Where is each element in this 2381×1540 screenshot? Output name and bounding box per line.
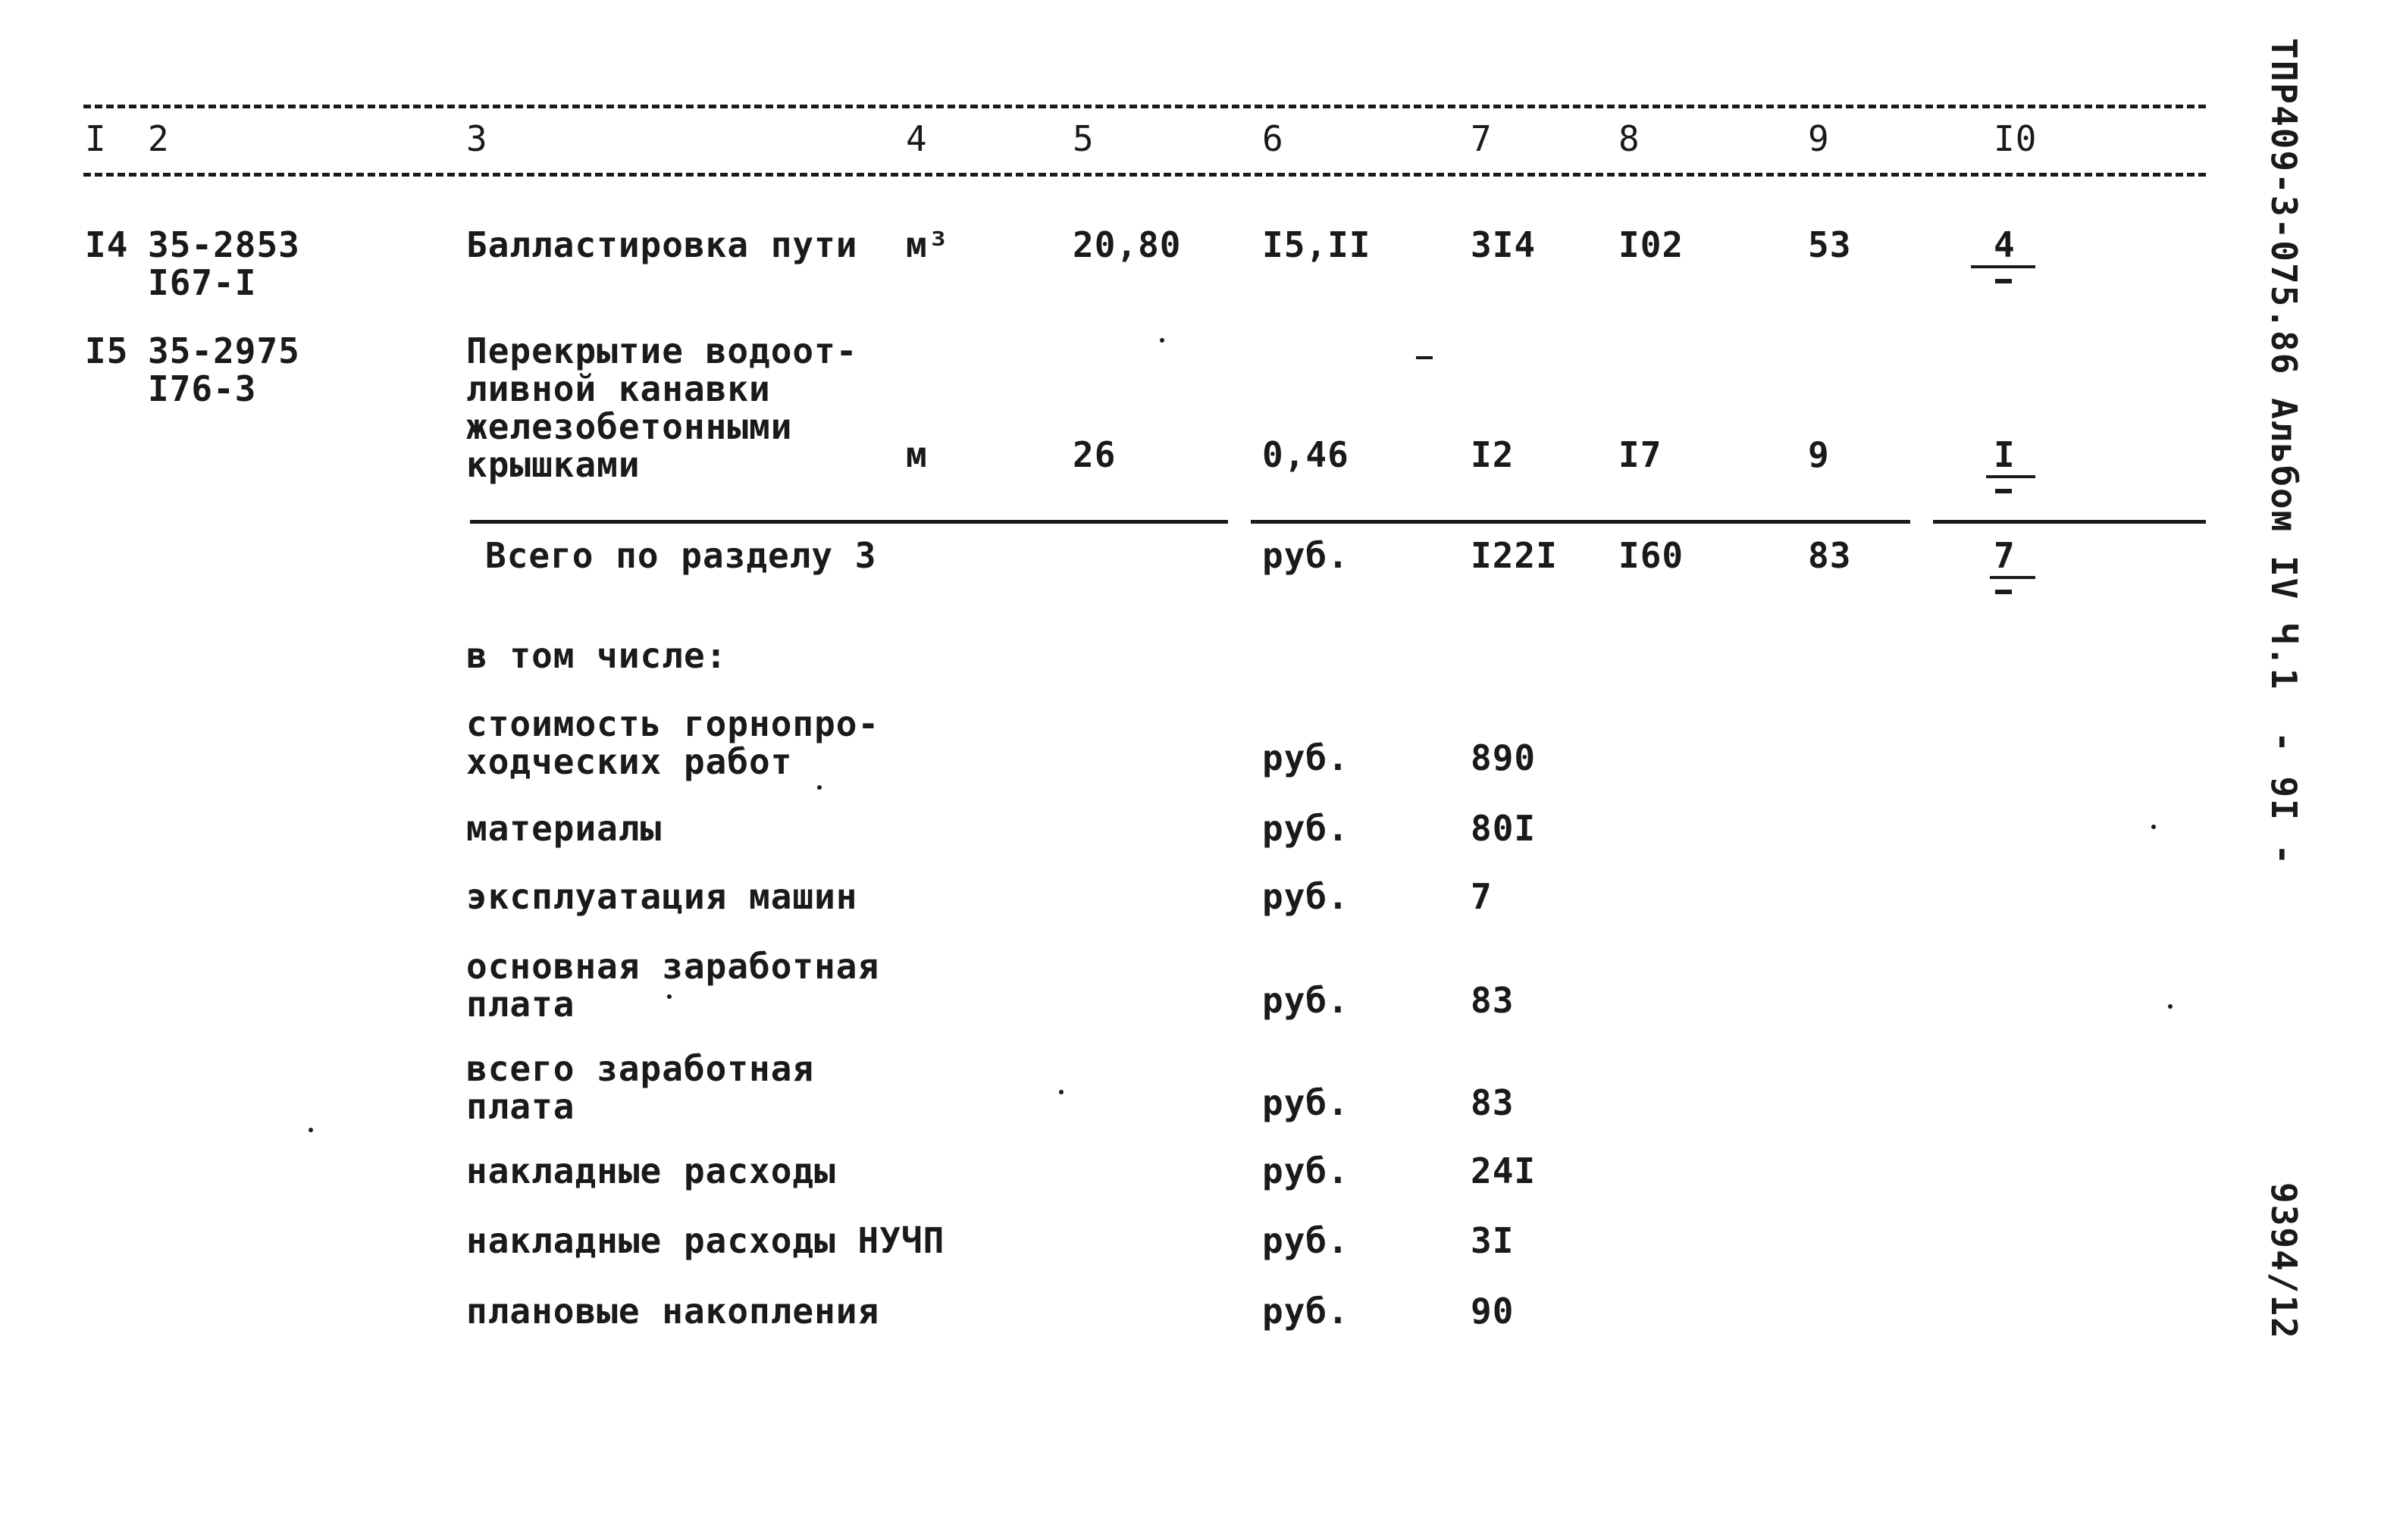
scan-speck — [667, 994, 672, 999]
breakdown-unit: руб. — [1262, 1220, 1349, 1261]
scan-speck — [1416, 356, 1433, 359]
section-total-value: I22I — [1471, 535, 1558, 576]
breakdown-unit: руб. — [1262, 808, 1349, 849]
header-col-3: 3 — [466, 118, 488, 159]
scan-speck — [1059, 1090, 1064, 1094]
row-extra: 4 — [1994, 224, 2016, 265]
breakdown-value: 7 — [1471, 876, 1493, 917]
row-quantity: 26 — [1073, 434, 1117, 475]
header-col-4: 4 — [906, 118, 928, 159]
row-number: I5 — [85, 330, 129, 371]
extra-underline — [1971, 265, 2035, 268]
row-total: 3I4 — [1471, 224, 1537, 265]
row-name: Балластировка пути — [466, 224, 858, 265]
row-code: 35-2853 I67-I — [148, 224, 300, 303]
breakdown-unit: руб. — [1262, 1082, 1349, 1123]
header-col-9: 9 — [1808, 118, 1830, 159]
breakdown-value: 3I — [1471, 1220, 1515, 1261]
scan-speck — [817, 785, 822, 790]
scan-speck — [1160, 338, 1164, 343]
subtotal-rule — [470, 520, 1228, 524]
row-quantity: 20,80 — [1073, 224, 1182, 265]
breakdown-unit: руб. — [1262, 1291, 1349, 1332]
breakdown-value: 80I — [1471, 808, 1537, 849]
breakdown-label: стоимость горнопро- ходческих работ — [466, 703, 880, 782]
row-unit: м³ — [906, 224, 950, 265]
extra-tick — [1995, 590, 2012, 594]
breakdown-label: плановые накопления — [466, 1291, 880, 1332]
row-unit: м — [906, 434, 928, 475]
subtotal-rule — [1933, 520, 2206, 524]
section-total-extra: 7 — [1994, 535, 2016, 576]
row-price: I5,II — [1262, 224, 1371, 265]
row-wage: I02 — [1618, 224, 1684, 265]
breakdown-value: 890 — [1471, 737, 1537, 778]
breakdown-label: эксплуатация машин — [466, 876, 858, 917]
extra-tick — [1995, 279, 2012, 283]
row-machines: 53 — [1808, 224, 1852, 265]
including-label: в том числе: — [466, 635, 728, 676]
scan-speck — [309, 1128, 313, 1132]
breakdown-unit: руб. — [1262, 1150, 1349, 1191]
breakdown-label: материалы — [466, 808, 663, 849]
row-name: Перекрытие водоот- ливной канавки железобетонными крышками — [466, 330, 858, 485]
breakdown-value: 90 — [1471, 1291, 1515, 1332]
section-total-label: Всего по разделу 3 — [485, 535, 877, 576]
header-col-10: I0 — [1994, 118, 2038, 159]
header-col-7: 7 — [1471, 118, 1493, 159]
header-bottom-rule — [83, 173, 2206, 177]
scan-speck — [2168, 1004, 2173, 1009]
page-number: - 9I - — [2264, 731, 2304, 867]
section-total-unit: руб. — [1262, 535, 1349, 576]
subtotal-rule — [1251, 520, 1910, 524]
header-col-2: 2 — [148, 118, 170, 159]
row-code: 35-2975 I76-3 — [148, 330, 300, 409]
breakdown-unit: руб. — [1262, 876, 1349, 917]
row-price: 0,46 — [1262, 434, 1349, 475]
row-extra: I — [1994, 434, 2016, 475]
breakdown-value: 83 — [1471, 1082, 1515, 1123]
breakdown-value: 24I — [1471, 1150, 1537, 1191]
header-col-5: 5 — [1073, 118, 1095, 159]
extra-underline — [1990, 576, 2035, 579]
row-number: I4 — [85, 224, 129, 265]
scan-speck — [2151, 825, 2156, 829]
breakdown-label: накладные расходы — [466, 1150, 836, 1191]
section-total-machines: 83 — [1808, 535, 1852, 576]
extra-underline — [1986, 475, 2035, 478]
extra-tick — [1995, 489, 2012, 493]
header-col-6: 6 — [1262, 118, 1284, 159]
header-col-8: 8 — [1618, 118, 1640, 159]
header-top-rule — [83, 105, 2206, 108]
breakdown-label: основная заработная плата — [466, 946, 880, 1025]
breakdown-value: 83 — [1471, 980, 1515, 1021]
sheet-code: 9394/12 — [2264, 1182, 2304, 1340]
breakdown-label: всего заработная плата — [466, 1048, 815, 1127]
row-machines: 9 — [1808, 434, 1830, 475]
section-total-wage: I60 — [1618, 535, 1684, 576]
row-wage: I7 — [1618, 434, 1662, 475]
row-total: I2 — [1471, 434, 1515, 475]
breakdown-label: накладные расходы НУЧП — [466, 1220, 945, 1261]
breakdown-unit: руб. — [1262, 980, 1349, 1021]
breakdown-unit: руб. — [1262, 737, 1349, 778]
header-col-1: I — [85, 118, 107, 159]
album-reference: ТПР409-3-075.86 Альбом IV Ч.1 — [2264, 38, 2304, 691]
